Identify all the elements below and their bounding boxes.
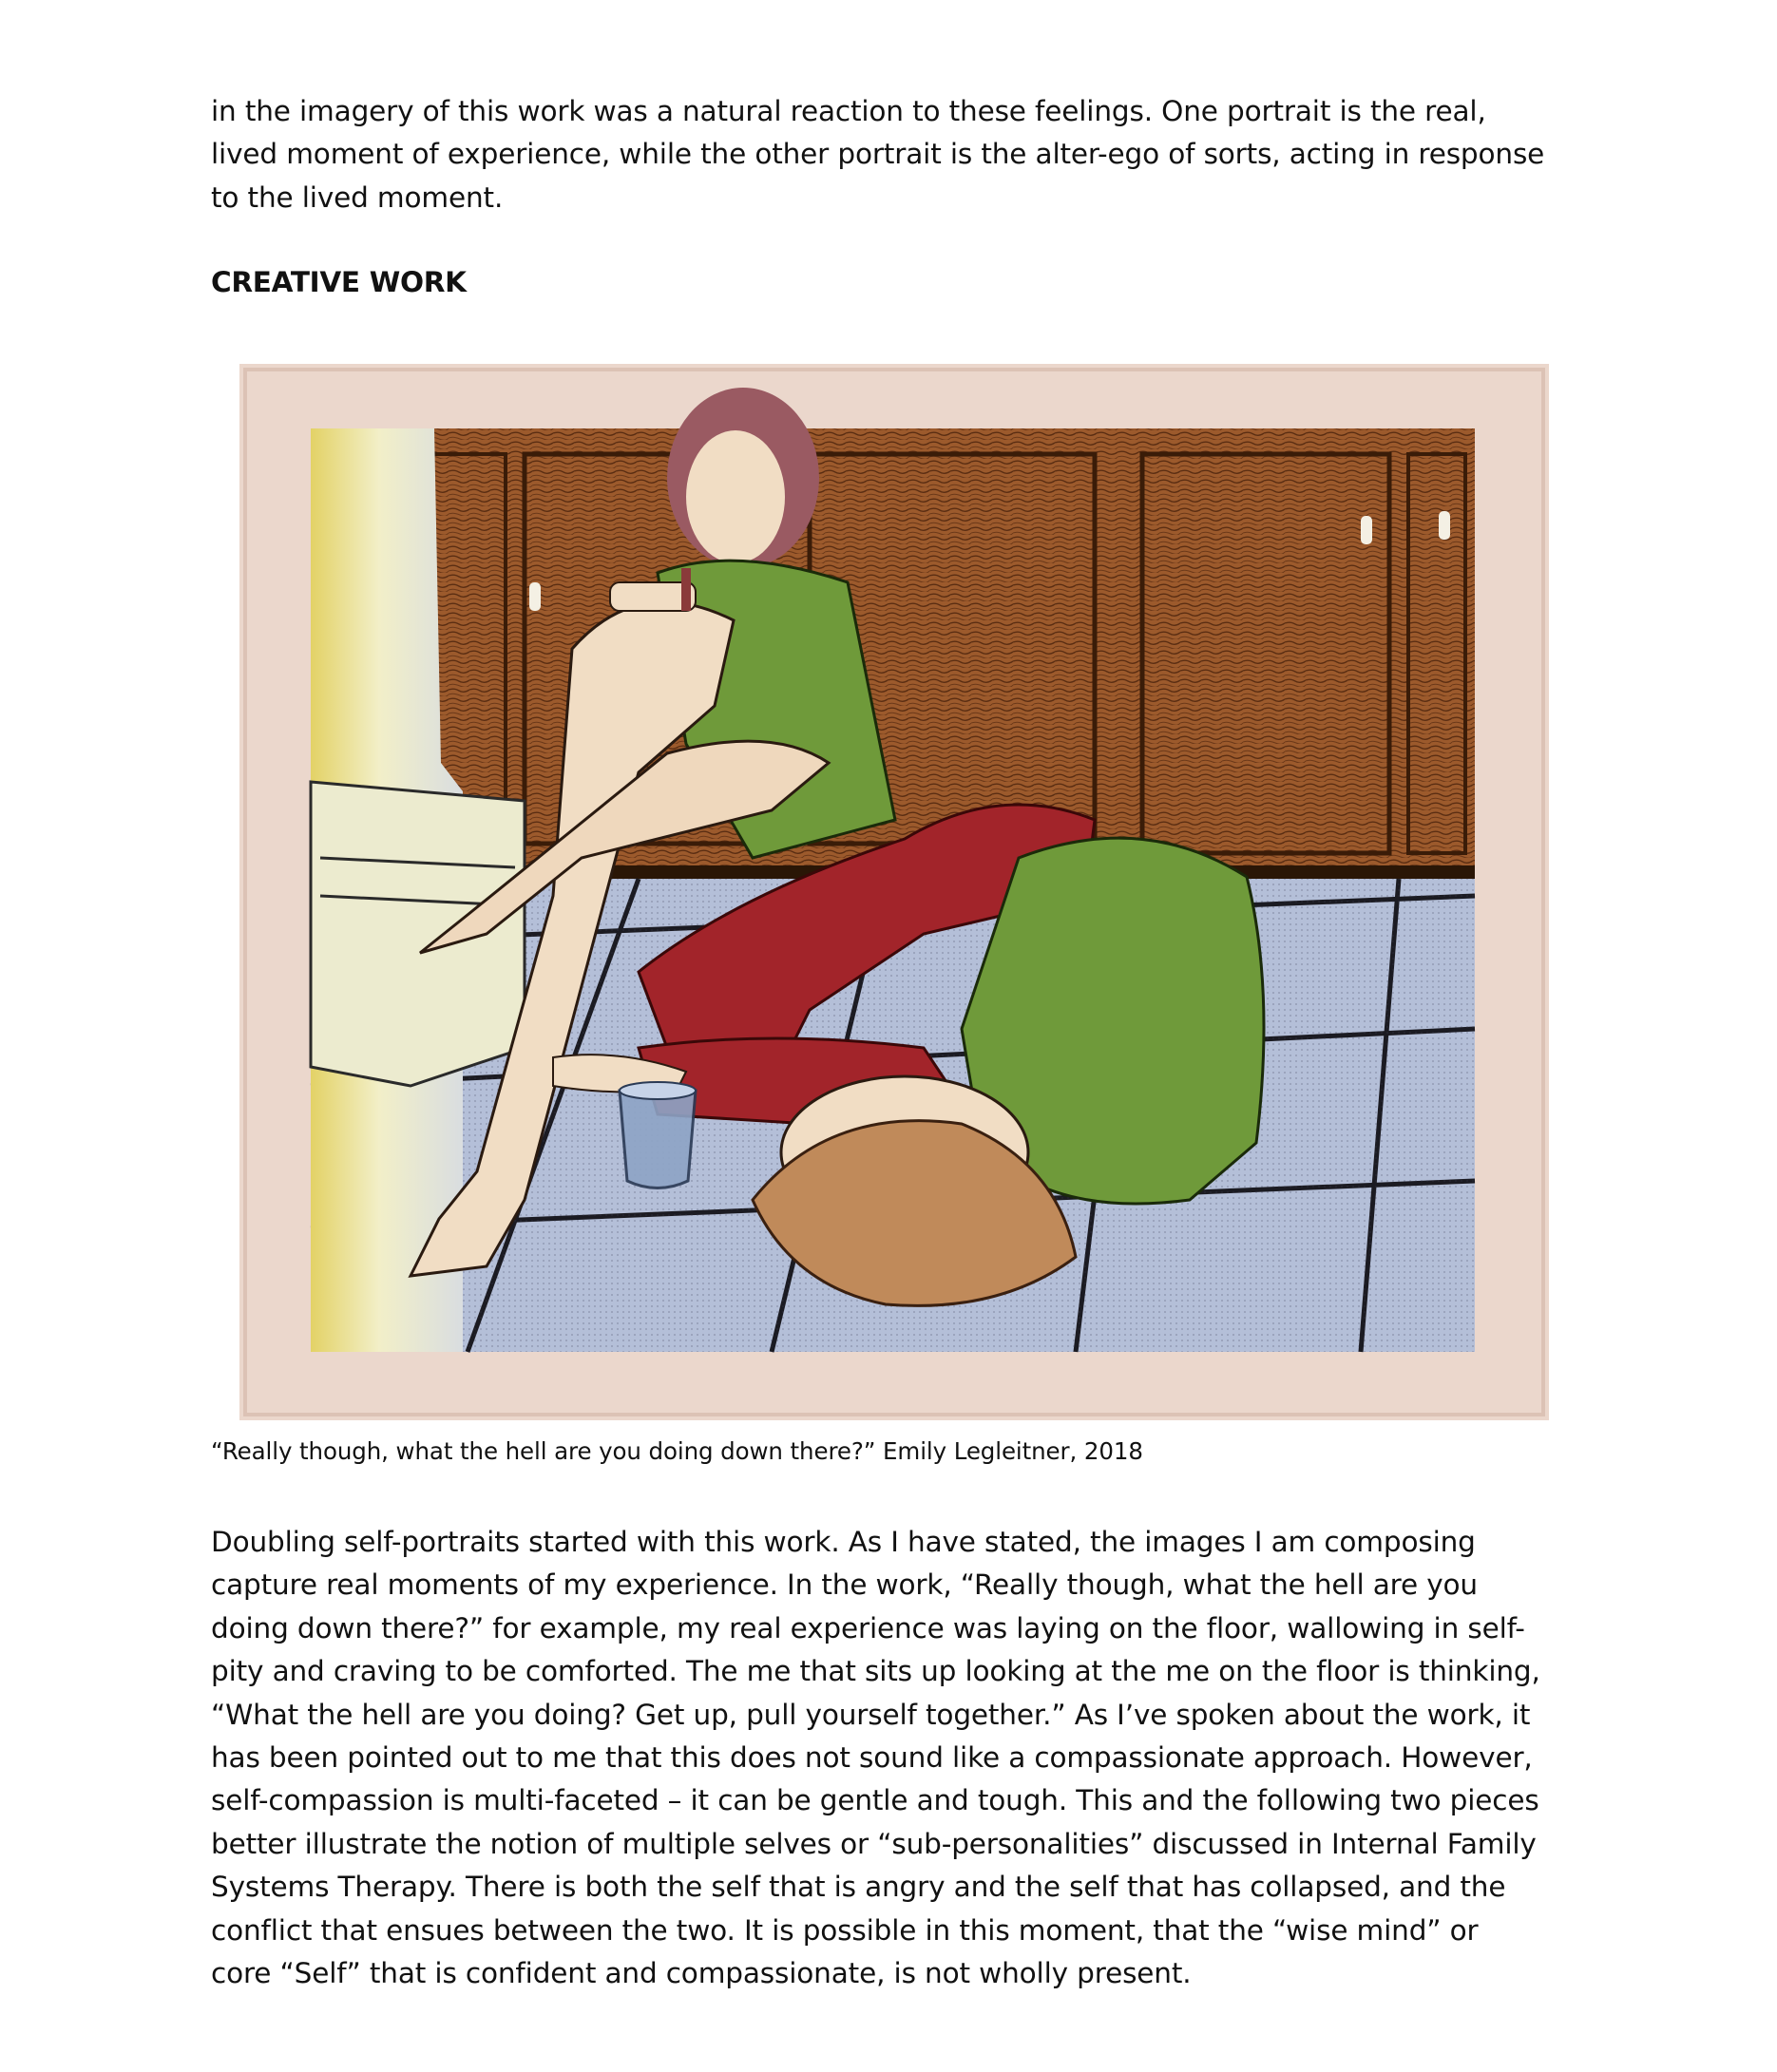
body-paragraph — [211, 1521, 1579, 1995]
text-line: capture real moments of my experience. In the work, “Really though, what the hell are you — [211, 1568, 1478, 1602]
text-line: self-compassion is multi-faceted – it can be gentle and tough. This and the following two pieces — [211, 1784, 1539, 1817]
water-glass — [620, 1082, 696, 1188]
text-line: doing down there?” for example, my real experience was laying on the floor, wallowing in self- — [211, 1611, 1525, 1644]
section-heading: CREATIVE WORK — [211, 266, 467, 298]
text-line: Doubling self-portraits started with this work. As I have stated, the images I am composing — [211, 1526, 1476, 1558]
print-image — [311, 388, 1475, 1352]
figure-caption: “Really though, what the hell are you doing down there?” Emily Legleitner, 2018 — [211, 1437, 1143, 1465]
text-line: in the imagery of this work was a natural reaction to these feelings. One portrait is the real, — [211, 95, 1486, 127]
text-line: lived moment of experience, while the other portrait is the alter-ego of sorts, acting in response — [211, 138, 1545, 171]
text-line: to the lived moment. — [211, 181, 504, 214]
text-line: “What the hell are you doing? Get up, pull yourself together.” As I’ve spoken about the work, it — [211, 1698, 1531, 1731]
text-line: Systems Therapy. There is both the self that is angry and the self that has collapsed, and the — [211, 1871, 1506, 1904]
text-line: conflict that ensues between the two. It is possible in this moment, that the “wise mind” or — [211, 1913, 1479, 1947]
text-line: better illustrate the notion of multiple selves or “sub-personalities” discussed in Internal Family — [211, 1827, 1537, 1860]
intro-paragraph — [211, 90, 1579, 219]
artwork-figure — [239, 364, 1549, 1420]
artwork-print — [239, 364, 1549, 1420]
text-line: has been pointed out to me that this does not sound like a compassionate approach. However, — [211, 1741, 1533, 1775]
text-line: core “Self” that is confident and compassionate, is not wholly present. — [211, 1957, 1192, 1990]
text-line: pity and craving to be comforted. The me that sits up looking at the me on the floor is thinking, — [211, 1655, 1540, 1688]
